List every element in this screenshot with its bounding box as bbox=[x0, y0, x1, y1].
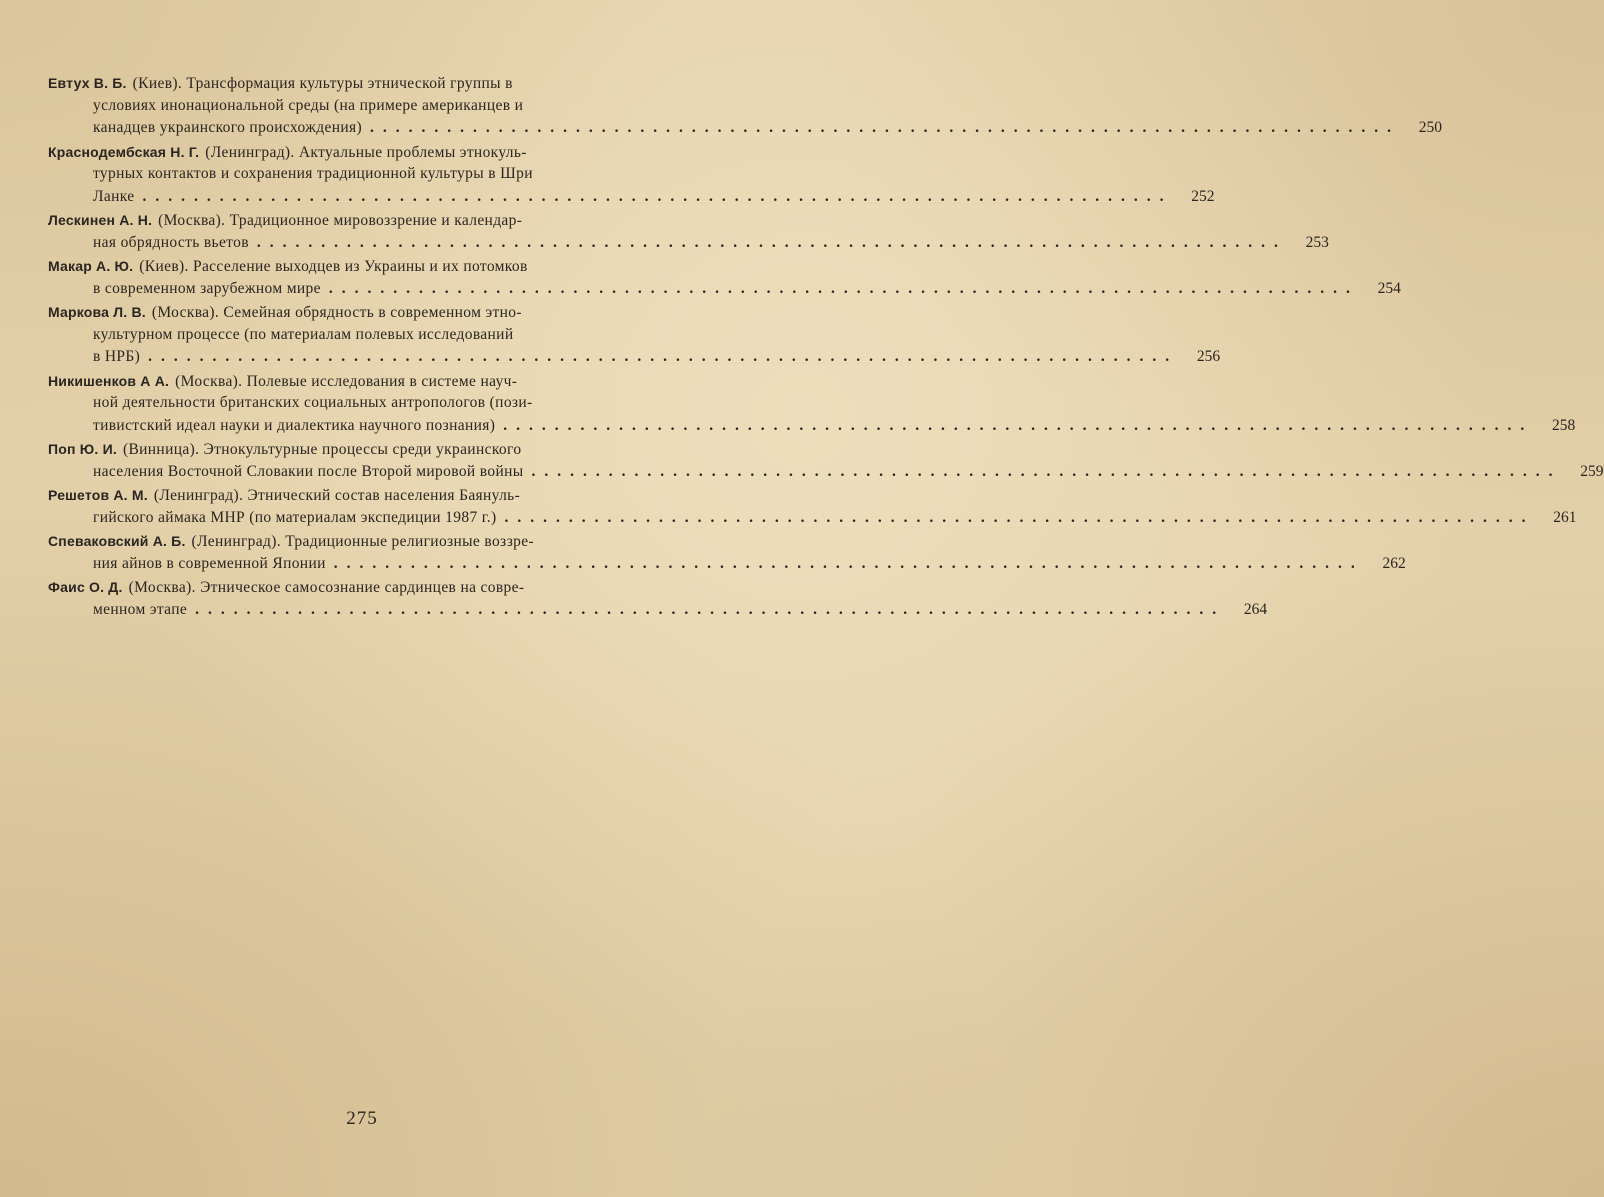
toc-line bbox=[48, 346, 1221, 369]
toc-entry bbox=[48, 255, 1401, 300]
toc-entry bbox=[48, 530, 1406, 575]
toc-entry bbox=[48, 576, 1268, 621]
toc-line bbox=[48, 576, 662, 599]
dot-leader: ................................................................................ bbox=[531, 462, 1562, 480]
toc-line bbox=[48, 507, 1577, 530]
toc-line bbox=[48, 163, 662, 186]
toc-title-text: (Ленинград). Традиционные религиозные воззре- bbox=[191, 533, 535, 550]
toc-author: Лескинен А. Н. bbox=[48, 212, 153, 228]
dot-leader: ................................................................................ bbox=[195, 600, 1226, 618]
dot-leader: ................................................................................ bbox=[142, 187, 1173, 205]
toc-title-text: (Москва). Этническое самосознание сардинцев на совре- bbox=[128, 579, 525, 596]
toc-title-text: тивистский идеал науки и диалектика научного познания) bbox=[93, 416, 496, 434]
toc-page-number: 252 bbox=[1191, 187, 1215, 205]
toc-line bbox=[48, 72, 662, 95]
toc-title-text: канадцев украинского происхождения) bbox=[93, 119, 362, 136]
toc-page-number: 258 bbox=[1552, 416, 1576, 434]
toc-entry bbox=[48, 484, 1577, 529]
dot-leader: ................................................................................ bbox=[328, 279, 1359, 297]
toc-line bbox=[48, 301, 662, 324]
toc-title-text: (Москва). Семейная обрядность в современном этно- bbox=[151, 304, 522, 321]
toc-author: Фаис О. Д. bbox=[48, 579, 123, 595]
toc-author: Макар А. Ю. bbox=[48, 258, 134, 274]
toc-entry bbox=[48, 301, 1221, 369]
toc-entry bbox=[48, 370, 1576, 438]
toc-line bbox=[48, 461, 1604, 484]
toc-page-number: 264 bbox=[1243, 600, 1268, 618]
toc-line bbox=[48, 324, 662, 347]
toc-line bbox=[48, 232, 1329, 255]
toc-line bbox=[48, 370, 662, 393]
toc-title-text: ной деятельности британских социальных антропологов (пози- bbox=[93, 394, 533, 411]
toc-title-text: (Москва). Полевые исследования в системе науч- bbox=[175, 372, 518, 390]
toc-line bbox=[48, 484, 662, 507]
toc-author: Маркова Л. В. bbox=[48, 304, 146, 320]
dot-leader: ................................................................................ bbox=[504, 508, 1535, 526]
toc-title-text: ния айнов в современной Японии bbox=[93, 554, 326, 572]
toc-title-text: (Ленинград). Актуальные проблемы этнокуль- bbox=[205, 143, 527, 161]
toc-title-text: населения Восточной Словакии после Второй мировой войны bbox=[93, 462, 524, 480]
dot-leader: ................................................................................ bbox=[333, 554, 1364, 572]
dot-leader: ................................................................................ bbox=[256, 233, 1287, 251]
toc-title-text: (Винница). Этнокультурные процессы среди украинского bbox=[122, 441, 522, 458]
toc-line bbox=[48, 95, 662, 118]
toc-line bbox=[48, 392, 662, 415]
toc-title-text: культурном процессе (по материалам полевых исследований bbox=[93, 325, 514, 343]
toc-title-text: (Киев). Трансформация культуры этнической группы в bbox=[132, 75, 513, 92]
toc-line bbox=[48, 553, 1406, 576]
toc-title-text: условиях инонациональной среды (на примере американцев и bbox=[93, 96, 524, 114]
toc-page-number: 253 bbox=[1305, 233, 1329, 251]
toc-line bbox=[48, 255, 662, 278]
toc-title-text: (Москва). Традиционное мировоззрение и календар- bbox=[158, 212, 523, 229]
toc-title-text: в современном зарубежном мире bbox=[93, 279, 321, 297]
toc-line bbox=[48, 117, 1442, 140]
toc-line bbox=[48, 438, 662, 461]
toc-title-text: ная обрядность вьетов bbox=[93, 233, 249, 251]
toc-title-text: Ланке bbox=[93, 187, 135, 205]
page-number: 275 bbox=[346, 1108, 378, 1129]
toc-author: Решетов А. М. bbox=[48, 487, 148, 503]
toc-line bbox=[48, 209, 662, 232]
toc-line bbox=[48, 186, 1215, 209]
toc-line bbox=[48, 141, 662, 164]
toc-line bbox=[48, 278, 1401, 301]
toc-title-text: (Ленинград). Этнический состав населения Баянуль- bbox=[153, 487, 521, 504]
toc-entry bbox=[48, 141, 1215, 209]
toc-page-number: 256 bbox=[1196, 348, 1221, 365]
dot-leader: ................................................................................ bbox=[148, 348, 1179, 365]
toc-title-text: гийского аймака МНР (по материалам экспедиции 1987 г.) bbox=[93, 508, 497, 526]
toc-entry bbox=[48, 209, 1329, 254]
toc-line bbox=[48, 415, 1576, 438]
toc-author: Никишенков А А. bbox=[48, 372, 170, 389]
toc-page-number: 250 bbox=[1418, 119, 1442, 136]
toc-page-number: 259 bbox=[1580, 462, 1604, 480]
toc-title-text: менном этапе bbox=[93, 600, 188, 618]
dot-leader: ................................................................................ bbox=[369, 119, 1400, 136]
toc-page-number: 254 bbox=[1377, 279, 1401, 297]
toc-entry bbox=[48, 438, 1604, 483]
toc-title-text: (Киев). Расселение выходцев из Украины и их потомков bbox=[139, 258, 528, 275]
toc-line bbox=[48, 530, 662, 553]
toc-page-number: 261 bbox=[1553, 508, 1577, 526]
toc-title-text: в НРБ) bbox=[93, 348, 141, 365]
dot-leader: ................................................................................ bbox=[503, 416, 1534, 434]
toc-author: Спеваковский А. Б. bbox=[48, 533, 186, 549]
toc-line bbox=[48, 599, 1268, 622]
toc-author: Поп Ю. И. bbox=[48, 441, 117, 457]
toc-page-number: 262 bbox=[1382, 554, 1406, 572]
toc-entry bbox=[48, 72, 1442, 140]
toc-author: Краснодембская Н. Г. bbox=[48, 143, 200, 160]
table-of-contents bbox=[48, 72, 1604, 622]
toc-author: Евтух В. Б. bbox=[48, 75, 127, 91]
toc-title-text: турных контактов и сохранения традиционной культуры в Шри bbox=[93, 165, 533, 182]
